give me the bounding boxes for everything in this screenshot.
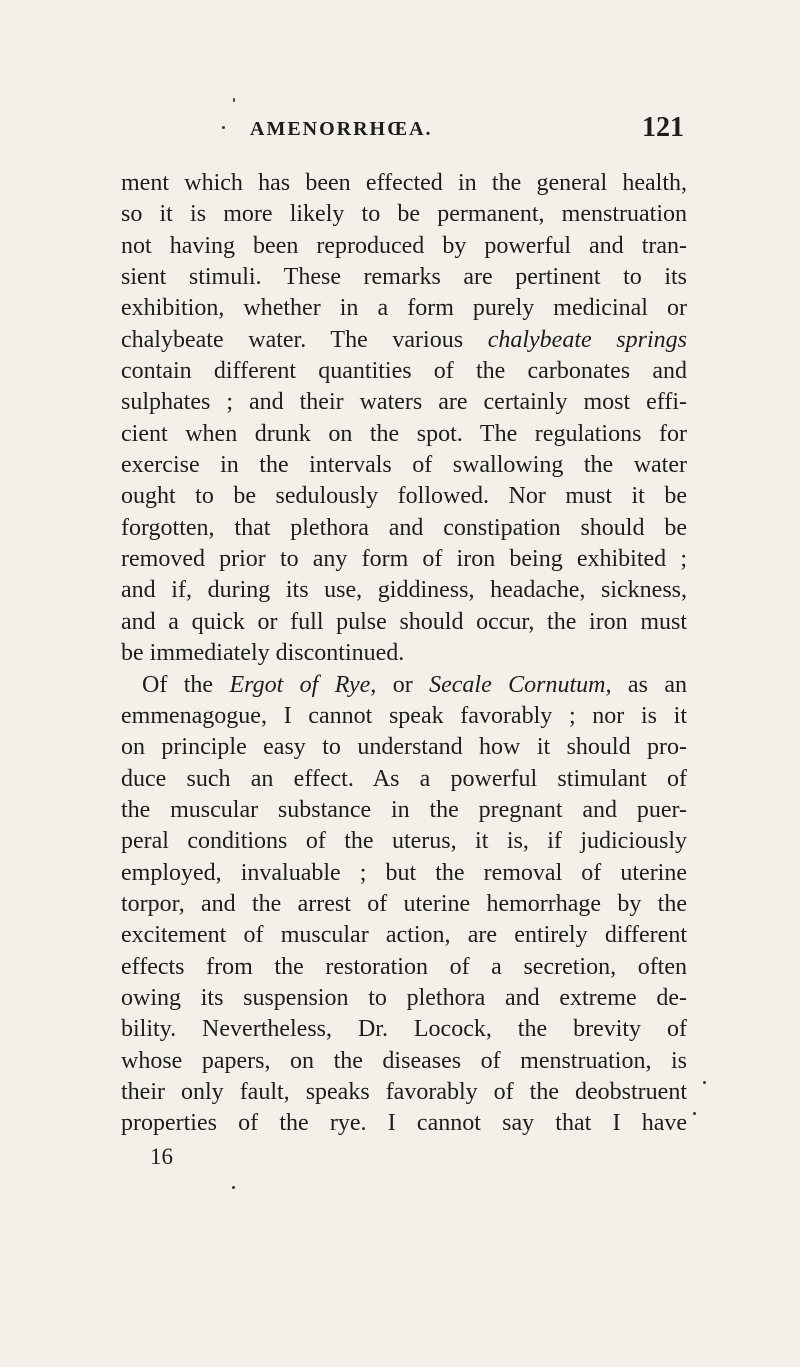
text-line: owing its suspension to plethora and extreme de- <box>121 984 687 1011</box>
running-head <box>250 112 684 146</box>
signature-mark: 16 <box>150 1144 173 1169</box>
text-line: exercise in the intervals of swallowing the water <box>121 452 687 479</box>
text-line: properties of the rye. I cannot say that I have <box>121 1110 687 1137</box>
text-line: bility. Nevertheless, Dr. Locock, the brevity of <box>121 1016 687 1043</box>
text-line: Of the Ergot of Rye, or Secale Cornutum, as an <box>142 671 687 698</box>
text-line: emmenagogue, I cannot speak favorably ; nor is it <box>121 702 687 729</box>
text-line: excitement of muscular action, are entirely different <box>121 922 687 949</box>
ink-speck <box>232 1186 235 1189</box>
text-line: peral conditions of the uterus, it is, if judiciously <box>121 828 687 855</box>
text-line: their only fault, speaks favorably of the deobstruent <box>121 1078 687 1105</box>
text-line: be immediately discontinued. <box>121 640 405 667</box>
ink-speck <box>222 126 225 129</box>
text-line: forgotten, that plethora and constipation should be <box>121 514 687 541</box>
ink-speck <box>233 98 235 102</box>
text-line: and if, during its use, giddiness, headache, sickness, <box>121 577 687 604</box>
italic-term: chalybeate springs <box>487 326 687 353</box>
text-line: effects from the restoration of a secretion, often <box>121 953 687 980</box>
italic-term: Secale Cornutum, <box>429 671 612 698</box>
text-line: torpor, and the arrest of uterine hemorrhage by the <box>121 890 687 917</box>
body-text <box>121 168 687 1140</box>
text-line: removed prior to any form of iron being exhibited ; <box>121 546 687 573</box>
text-line: ought to be sedulously followed. Nor must it be <box>121 483 687 510</box>
ink-speck <box>703 1081 706 1084</box>
italic-term: Ergot of Rye, <box>229 671 377 698</box>
ink-speck <box>693 1112 696 1115</box>
page-number: 121 <box>642 112 684 143</box>
text-line: exhibition, whether in a form purely medicinal or <box>121 295 687 322</box>
text-line: sient stimuli. These remarks are pertinent to its <box>121 264 687 291</box>
chapter-title: AMENORRHŒA. <box>250 118 433 140</box>
text-line: so it is more likely to be permanent, menstruation <box>121 201 687 228</box>
text-line: employed, invaluable ; but the removal of uterine <box>121 859 687 886</box>
text-line: chalybeate water. The various chalybeate springs <box>121 326 687 353</box>
text-line: ment which has been effected in the general health, <box>121 170 687 196</box>
text-line: duce such an effect. As a powerful stimulant of <box>121 765 687 792</box>
text-line: and a quick or full pulse should occur, the iron must <box>121 608 687 635</box>
text-line: contain different quantities of the carbonates and <box>121 358 687 385</box>
text-line: the muscular substance in the pregnant and puer- <box>121 796 687 823</box>
text-line: whose papers, on the diseases of menstruation, is <box>121 1047 687 1074</box>
text-line: cient when drunk on the spot. The regulations for <box>121 420 687 447</box>
text-line: not having been reproduced by powerful and tran- <box>121 232 687 259</box>
text-line: on principle easy to understand how it should pro- <box>121 734 687 761</box>
text-line: sulphates ; and their waters are certainly most effi- <box>121 389 687 416</box>
